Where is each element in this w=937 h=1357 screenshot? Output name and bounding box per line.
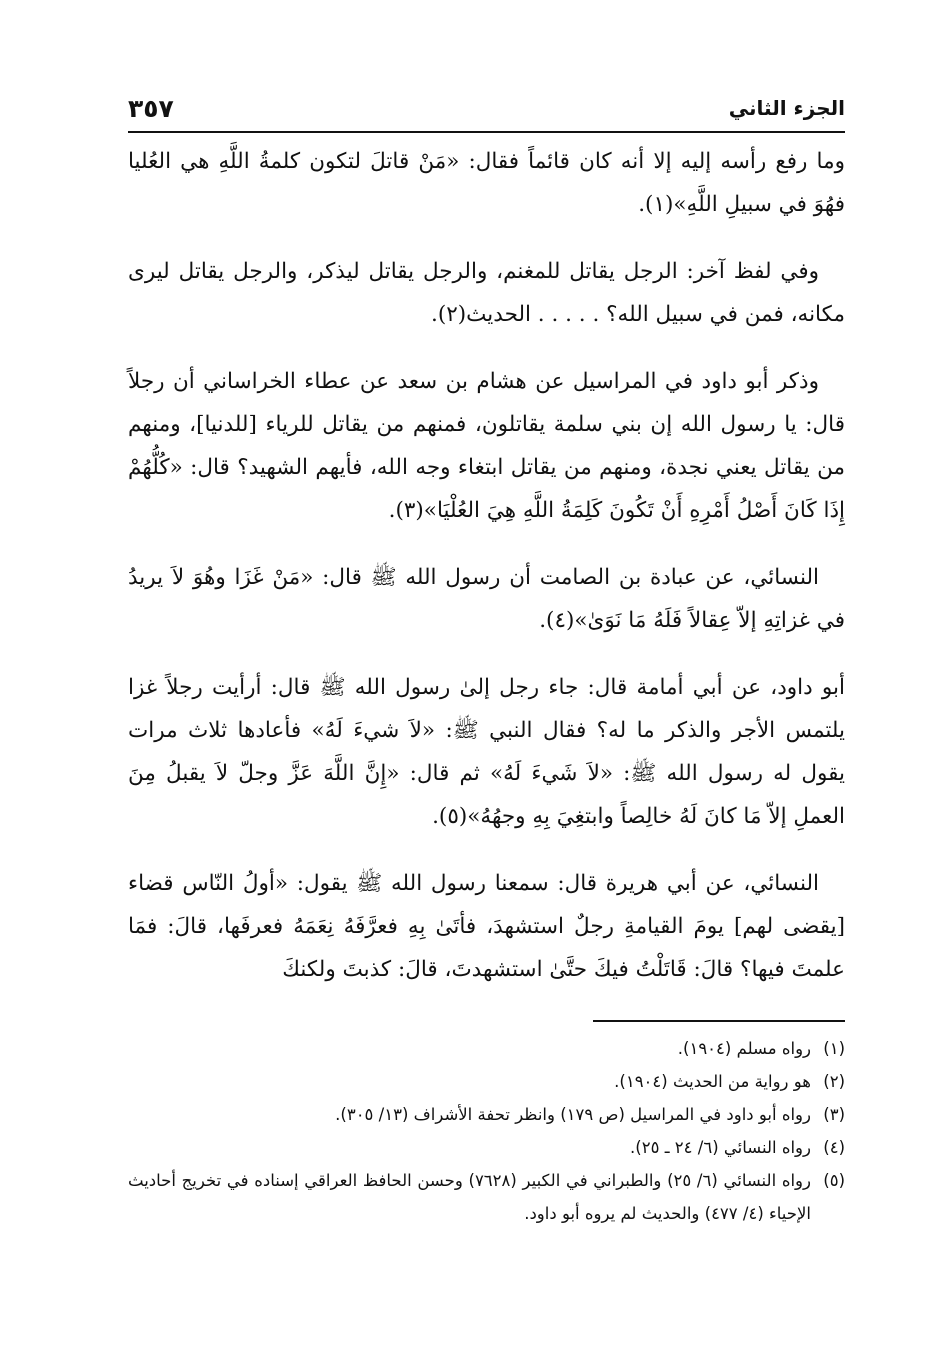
footnote (128, 1032, 845, 1065)
footnote (128, 1065, 845, 1098)
page-number: ٣٥٧ (128, 93, 174, 123)
main-text (128, 140, 845, 1015)
footnote-text: رواه النسائي (٦/ ٢٤ ـ ٢٥). (630, 1138, 811, 1157)
paragraph: النسائي، عن عبادة بن الصامت أن رسول الله ﷺ قال: «مَنْ غَزَا وهُوَ لاَ يريدُ في غزاتِهِ إلاّ عِقالاً فَلَهُ مَا نَوَىٰ»(٤). (128, 565, 845, 633)
page-header (128, 86, 845, 130)
footnote (128, 1164, 845, 1230)
footnote-text: رواه النسائي (٦/ ٢٥) والطبراني في الكبير (٧٦٢٨) وحسن الحافظ العراقي إسناده في تخريج أحاديث الإحياء (٤/ ٤٧٧) والحديث لم يروه أبو داود. (128, 1171, 811, 1223)
paragraph: النسائي، عن أبي هريرة قال: سمعنا رسول الله ﷺ يقول: «أولُ النّاس قضاء [يقضى لهم] يومَ القيامةِ رجلٌ استشهدَ، فأتَىٰ بِهِ فعرَّفَهُ نِعَمَهُ فعرفَها، قالَ: فمَا علمتَ فيها؟ قالَ: قَاتَلْتُ فيكَ حتَّىٰ استشهدتَ، قالَ: كذبتَ ولكنكَ (128, 871, 845, 982)
running-title: الجزء الثاني (728, 96, 845, 120)
paragraph: وذكر أبو داود في المراسيل عن هشام بن سعد عن عطاء الخراساني أن رجلاً قال: يا رسول الله إن بني سلمة يقاتلون، فمنهم من يقاتل للرياء [للدنيا]، ومنهم من يقاتل يعني نجدة، ومنهم من يقاتل ابتغاء وجه الله، فأيهم الشهيد؟ قال: «كُلُّهُمْ إِذَا كَانَ أَصْلُ أَمْرِهِ أَنْ تَكُونَ كَلِمَةُ اللَّهِ هِيَ العُلْيَا»(٣). (128, 369, 845, 523)
footnote-number: (٢) (823, 1072, 845, 1091)
footnotes (128, 1032, 845, 1230)
header-rule (128, 131, 845, 133)
footnote (128, 1098, 845, 1131)
footnote-number: (٥) (823, 1171, 845, 1190)
footnote-text: رواه أبو داود في المراسيل (ص ١٧٩) وانظر تحفة الأشراف (١٣/ ٣٠٥). (335, 1105, 811, 1124)
footnote-text: هو رواية من الحديث (١٩٠٤). (614, 1072, 811, 1091)
paragraph: وفي لفظ آخر: الرجل يقاتل للمغنم، والرجل يقاتل ليذكر، والرجل يقاتل ليرى مكانه، فمن في سبيل الله؟ . . . . . الحديث(٢). (128, 259, 845, 327)
footnote-number: (١) (823, 1039, 845, 1058)
footnote (128, 1131, 845, 1164)
footnote-number: (٤) (823, 1138, 845, 1157)
paragraph: أبو داود، عن أبي أمامة قال: جاء رجل إلىٰ رسول الله ﷺ قال: أرأيت رجلاً غزا يلتمس الأجر والذكر ما له؟ فقال النبي ﷺ: «لاَ شيءَ لَهُ» فأعادها ثلاث مرات يقول له رسول الله ﷺ: «لاَ شَيءَ لَهُ» ثم قال: «إِنَّ اللَّهَ عَزَّ وجلّ لاَ يقبلُ مِنَ العملِ إلاّ مَا كانَ لَهُ خالِصاً وابتغِيَ بِهِ وجهُهُ»(٥). (128, 675, 845, 829)
footnote-number: (٣) (823, 1105, 845, 1124)
paragraph: وما رفع رأسه إليه إلا أنه كان قائماً فقال: «مَنْ قاتلَ لتكون كلمةُ اللَّهِ هي العُليا فهُوَ في سبيلِ اللَّهِ»(١). (128, 149, 845, 217)
footnote-separator (593, 1020, 845, 1022)
footnote-text: رواه مسلم (١٩٠٤). (677, 1039, 811, 1058)
